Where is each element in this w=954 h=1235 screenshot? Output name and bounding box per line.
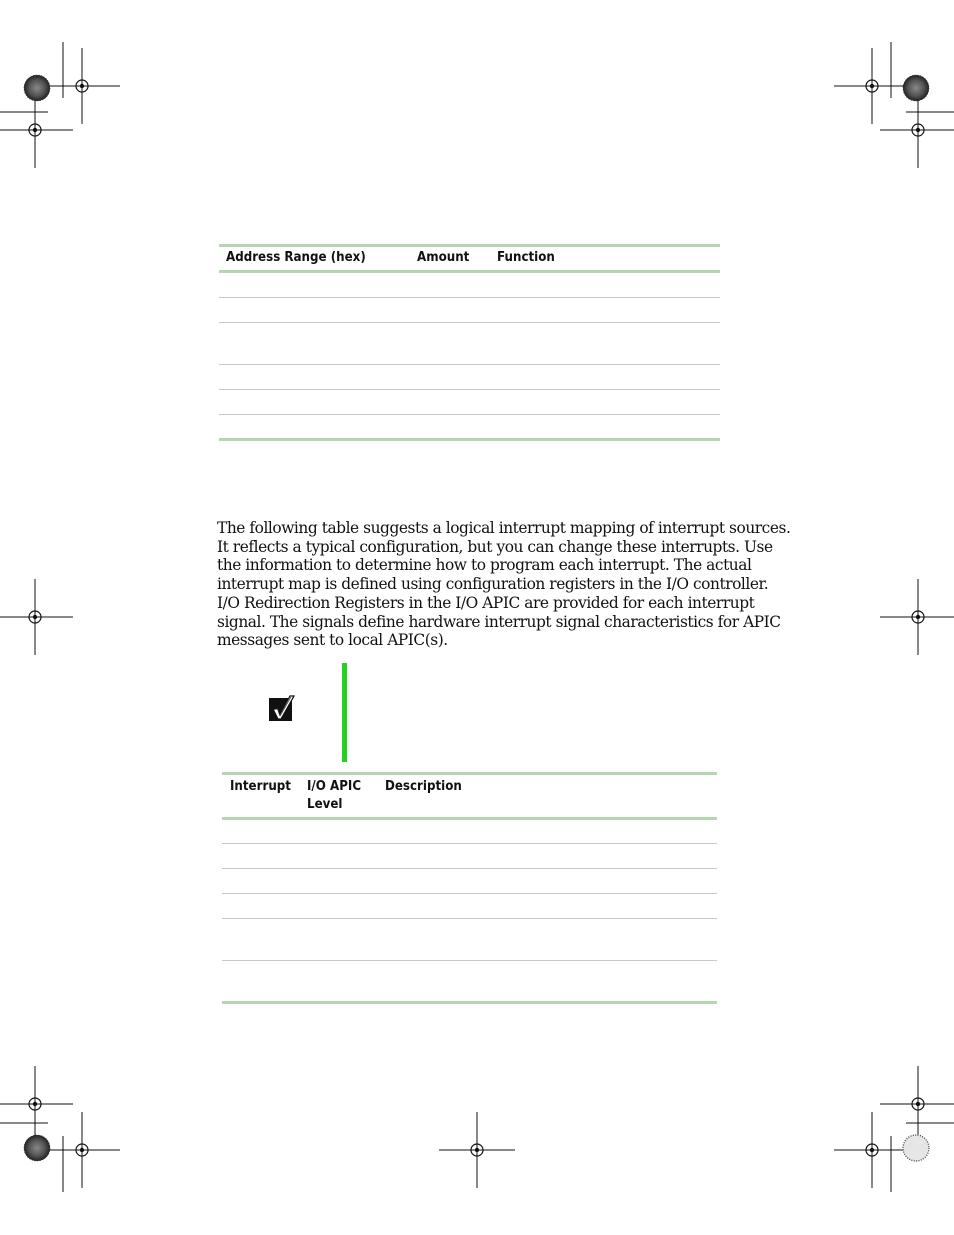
- paragraph-line: signal. The signals define hardware interrupt signal characteristics for APIC: [217, 612, 781, 631]
- table-row: [222, 918, 717, 919]
- paragraph-line: messages sent to local APIC(s).: [217, 631, 448, 650]
- table-row: [222, 893, 717, 894]
- crop-mark-bottom-right: [834, 1066, 954, 1192]
- table-bottom-rule: [222, 1001, 717, 1004]
- table-row: [222, 868, 717, 869]
- table-bottom-rule: [219, 438, 720, 441]
- table-top-rule: [219, 244, 720, 247]
- paragraph-line: the information to determine how to program each interrupt. The actual: [217, 556, 752, 575]
- column-header-io-apic: I/O APIC: [307, 778, 362, 794]
- interrupt-table: [222, 772, 717, 1007]
- crop-mark-mid-right: [880, 579, 954, 655]
- table-row: [222, 843, 717, 844]
- interrupt-mapping-paragraph: [217, 519, 791, 650]
- note-accent-bar: [342, 663, 347, 762]
- checkmark-icon: [268, 695, 295, 722]
- crop-mark-bottom-left: [0, 1066, 120, 1192]
- table-row: [219, 364, 720, 365]
- table-header-rule: [222, 817, 717, 820]
- table-header-rule: [219, 270, 720, 273]
- column-header-level: Level: [307, 796, 343, 812]
- column-header-address-range: Address Range (hex): [226, 249, 366, 265]
- crop-mark-top-right: [834, 42, 954, 168]
- column-header-description: Description: [385, 778, 462, 794]
- table-top-rule: [222, 772, 717, 775]
- table-row: [219, 297, 720, 298]
- paragraph-line: I/O Redirection Registers in the I/O APIC are provided for each interrupt: [217, 593, 755, 612]
- table-row: [219, 389, 720, 390]
- column-header-function: Function: [497, 249, 555, 265]
- crop-mark-bottom-center: [439, 1112, 515, 1188]
- crop-mark-mid-left: [0, 579, 73, 655]
- address-range-table: [219, 244, 720, 442]
- crop-mark-top-left: [0, 42, 120, 168]
- table-row: [219, 322, 720, 323]
- column-header-amount: Amount: [417, 249, 470, 265]
- paragraph-line: It reflects a typical configuration, but you can change these interrupts. Use: [217, 537, 773, 556]
- table-row: [222, 960, 717, 961]
- paragraph-line: The following table suggests a logical interrupt mapping of interrupt sources.: [217, 519, 791, 537]
- table-row: [219, 414, 720, 415]
- column-header-interrupt: Interrupt: [230, 778, 291, 794]
- paragraph-line: interrupt map is defined using configuration registers in the I/O controller.: [217, 575, 769, 594]
